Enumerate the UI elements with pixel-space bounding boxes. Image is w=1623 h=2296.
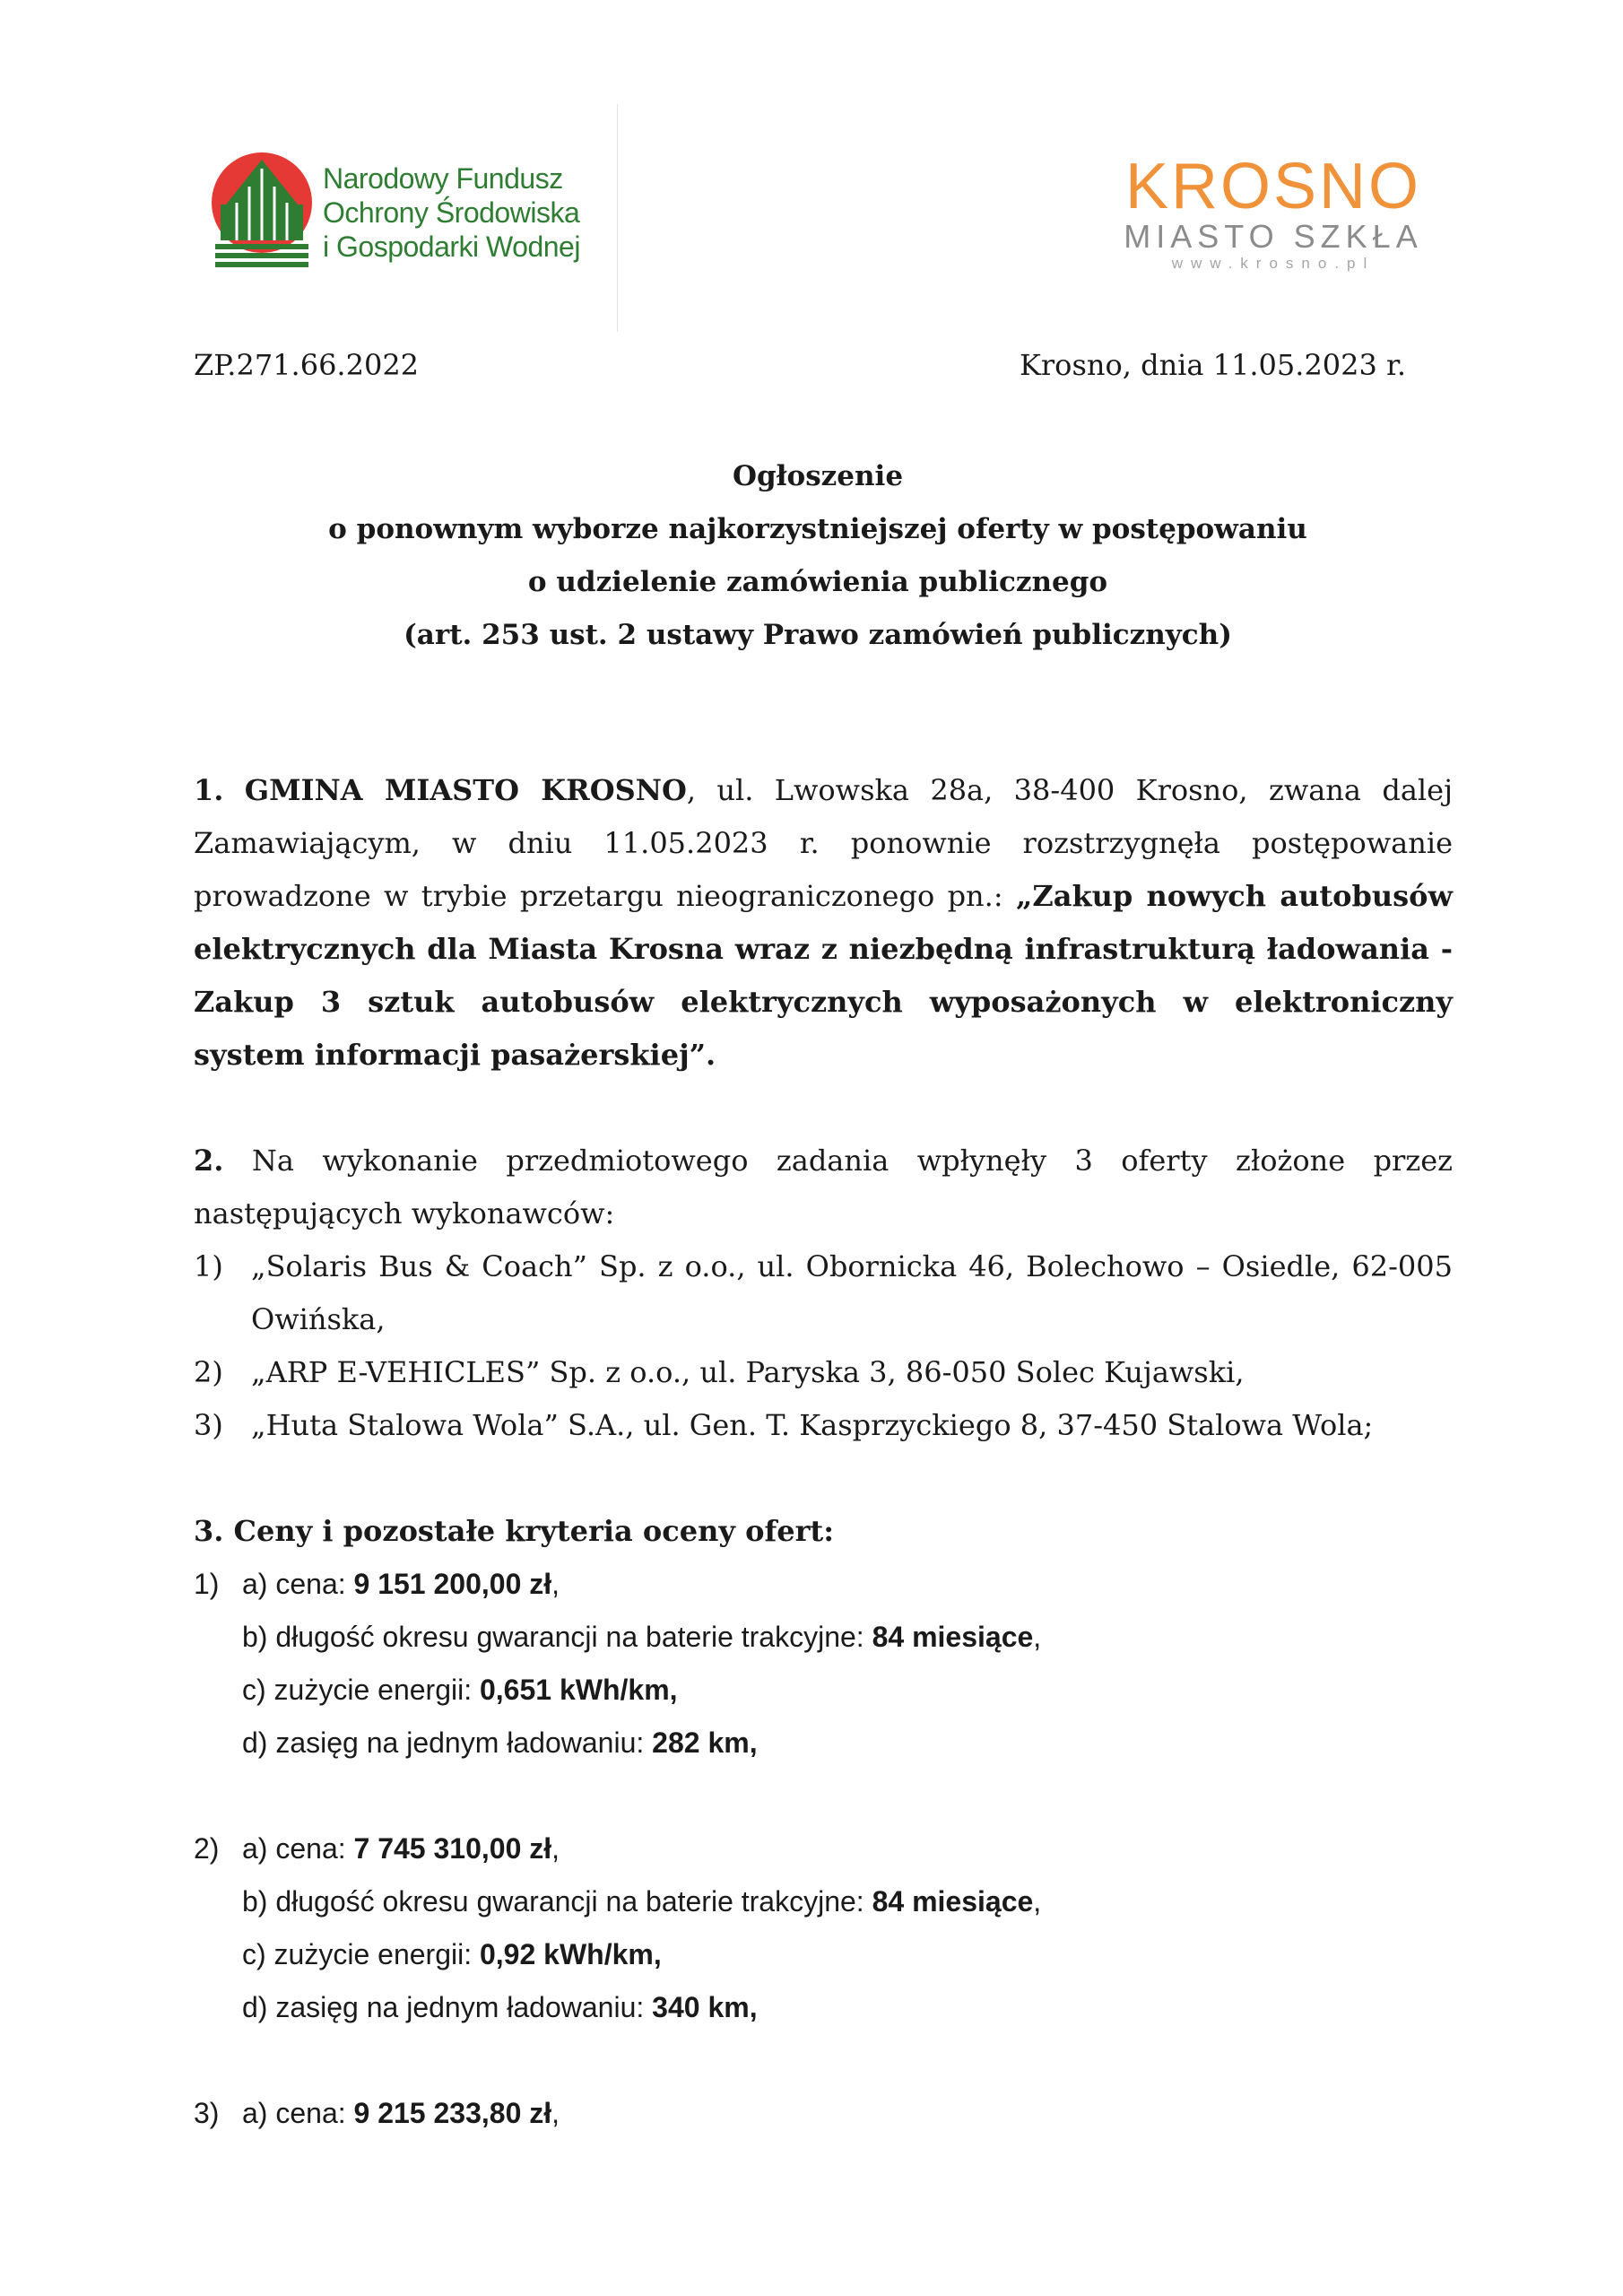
section-3 — [194, 1505, 1453, 2140]
criterion-label: b) długość okresu gwarancji na baterie trakcyjne: — [242, 1885, 872, 1918]
offer-3-price: 9 215 233,80 zł — [353, 2097, 552, 2129]
document-date: Krosno, dnia 11.05.2023 r. — [1019, 348, 1406, 382]
offer-1-warranty-row: b) długość okresu gwarancji na baterie trakcyjne: 84 miesiące, — [242, 1621, 1042, 1653]
criterion-label: c) zużycie energii: — [242, 1938, 480, 1970]
list-item-text: „Huta Stalowa Wola” S.A., ul. Gen. T. Kasprzyckiego 8, 37-450 Stalowa Wola; — [251, 1408, 1374, 1442]
offer-number: 1) — [194, 1568, 220, 1600]
list-item-text: „Solaris Bus & Coach” Sp. z o.o., ul. Obornicka 46, Bolechowo – Osiedle, 62-005 Owińska, — [251, 1249, 1453, 1336]
offer-2-range: 340 km — [652, 1991, 750, 2023]
list-item-number: 3) — [194, 1408, 223, 1442]
section-1-text: , ul. Lwowska 28a, 38-400 Krosno, zwana dalej Zamawiającym, w dniu 11.05.2023 r. ponownie rozstrzygnęła postępowanie prowadzone w trybie przetargu nieograniczonego pn.: — [194, 773, 1454, 913]
list-item-number: 1) — [194, 1249, 223, 1283]
section-3-heading: 3. Ceny i pozostałe kryteria oceny ofert: — [194, 1514, 835, 1548]
section-1 — [194, 764, 1453, 1082]
section-1-number: 1. — [194, 773, 224, 807]
criterion-label: a) cena: — [242, 2097, 354, 2129]
offer-3-price-row: 3) a) cena: 9 215 233,80 zł, — [194, 2087, 1453, 2140]
list-item — [194, 1346, 1453, 1399]
title-line-4: (art. 253 ust. 2 ustawy Prawo zamówień publicznych) — [404, 619, 1232, 651]
offer-1-energy-row: c) zużycie energii: 0,651 kWh/km, — [242, 1674, 678, 1706]
offer-1-range: 282 km — [652, 1726, 750, 1759]
offer-2-price: 7 745 310,00 zł — [353, 1832, 552, 1865]
offer-1-range-row: d) zasięg na jednym ładowaniu: 282 km, — [242, 1726, 758, 1759]
offer-1-criteria — [194, 1558, 1453, 1770]
list-item-text: „ARP E-VEHICLES” Sp. z o.o., ul. Paryska 3, 86-050 Solec Kujawski, — [251, 1355, 1245, 1389]
header-divider — [617, 104, 618, 332]
nfos-logo — [208, 151, 585, 285]
offer-1-price-row: 1) a) cena: 9 151 200,00 zł, — [194, 1558, 1453, 1611]
offer-2-energy-row: c) zużycie energii: 0,92 kWh/km, — [242, 1938, 662, 1970]
offer-2-price-row: 2) a) cena: 7 745 310,00 zł, — [194, 1822, 1453, 1875]
criterion-label: a) cena: — [242, 1568, 354, 1600]
offer-1-price: 9 151 200,00 zł — [353, 1568, 552, 1600]
nfos-name — [323, 161, 580, 264]
section-1-entity: GMINA MIASTO KROSNO — [244, 773, 687, 807]
criterion-label: d) zasięg na jednym ładowaniu: — [242, 1726, 653, 1759]
krosno-logo — [1112, 151, 1435, 280]
offer-2-warranty-row: b) długość okresu gwarancji na baterie trakcyjne: 84 miesiące, — [242, 1885, 1042, 1918]
offer-1-energy: 0,651 kWh/km — [479, 1674, 670, 1706]
offer-2-range-row: d) zasięg na jednym ładowaniu: 340 km, — [242, 1991, 758, 2023]
offer-2-energy: 0,92 kWh/km — [479, 1938, 654, 1970]
bidders-list — [194, 1240, 1453, 1452]
offer-number: 2) — [194, 1832, 220, 1865]
offer-number: 3) — [194, 2097, 220, 2129]
criterion-label: b) długość okresu gwarancji na baterie trakcyjne: — [242, 1621, 872, 1653]
title-line-3: o udzielenie zamówienia publicznego — [527, 566, 1108, 598]
criterion-label: d) zasięg na jednym ładowaniu: — [242, 1991, 653, 2023]
list-item-number: 2) — [194, 1355, 223, 1389]
document-body — [194, 764, 1453, 2140]
section-1-subject: „Zakup nowych autobusów elektrycznych dla Miasta Krosna wraz z niezbędną infrastrukturą ładowania - Zakup 3 sztuk autobusów elektrycznych wyposażonych w elektroniczny system informacji pasażerskiej”. — [194, 879, 1454, 1072]
title-line-1: Ogłoszenie — [732, 460, 904, 492]
criterion-label: c) zużycie energii: — [242, 1674, 480, 1706]
nfos-line-1: Narodowy Fundusz — [323, 162, 563, 195]
section-2-number: 2. — [194, 1144, 224, 1178]
offer-2-criteria — [194, 1822, 1453, 2034]
title-line-2: o ponownym wyborze najkorzystniejszej oferty w postępowaniu — [328, 513, 1307, 545]
list-item — [194, 1399, 1453, 1452]
krosno-logo-main: KROSNO — [1124, 151, 1422, 222]
offer-2-warranty: 84 miesiące — [872, 1885, 1034, 1918]
nfos-line-3: i Gospodarki Wodnej — [323, 230, 580, 263]
krosno-logo-url: www.krosno.pl — [1171, 255, 1376, 272]
document-reference: ZP.271.66.2022 — [194, 348, 420, 382]
section-2-text: Na wykonanie przedmiotowego zadania wpłynęły 3 oferty złożone przez następujących wykonawców: — [194, 1144, 1453, 1231]
offer-3-criteria — [194, 2087, 1453, 2140]
document-title — [194, 450, 1442, 662]
nfos-emblem-icon — [208, 151, 316, 285]
section-2 — [194, 1135, 1453, 1452]
nfos-line-2: Ochrony Środowiska — [323, 196, 580, 229]
krosno-logo-sub: MIASTO SZKŁA — [1124, 218, 1423, 255]
list-item — [194, 1240, 1453, 1346]
section-2-intro — [194, 1135, 1453, 1240]
criterion-label: a) cena: — [242, 1832, 354, 1865]
offer-1-warranty: 84 miesiące — [872, 1621, 1034, 1653]
